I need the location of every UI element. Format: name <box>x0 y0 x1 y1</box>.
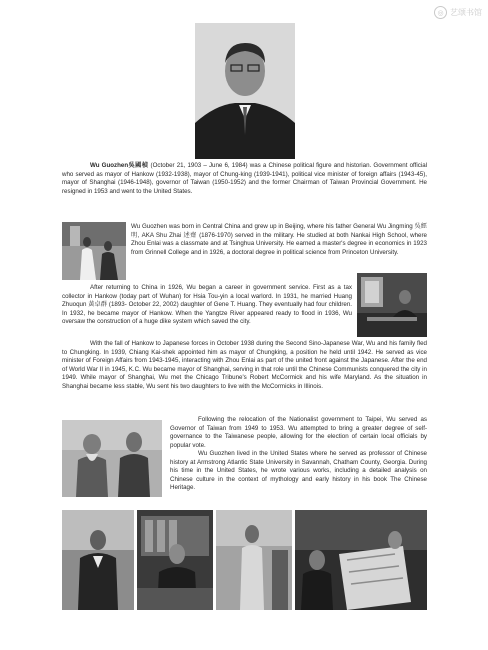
paragraph-united-states: Wu Guozhen lived in the United States where he served as professor of Chinese history at Armstrong Atlantic State University in Savannah, Chatham County, Georgia. During his time in the United States, he wrote various works, including a detailed analysis on Chinese culture in the context of mythology and early history in his book The Chinese Heritage. <box>170 450 427 492</box>
bottom-photo-2 <box>137 510 213 610</box>
paragraph-taiwan: Following the relocation of the Nationalist government to Taipei, Wu served as Governor of Taiwan from 1949 to 1953. Wu attempted to bring a greater degree of self-governance to the Taiwanese people, allowing for the election of certain local officials by popular vote. <box>170 416 427 449</box>
bottom-photo-1 <box>62 510 134 610</box>
paragraph-early-career: After returning to China in 1926, Wu began a career in government service. First as a tax collector in Hankow (today part of Wuhan) for Hsia Tou-yin a local warlord. In 1931, he married Huang Zhuoqun 黃卓群 (1893- October 22, 2002) daughter of Gene T. Huang. They eventually had four children. In 1932, he became mayor of Hankow. When the Yangtze River appeared ready to flood in 1936, Wu oversaw the construction of a huge dike system which saved the city. <box>62 284 352 326</box>
bottom-photo-4 <box>295 510 427 610</box>
paragraph-early-life: Wu Guozhen was born in Central China and grew up in Beijing, where his father General Wu Jingming 吳經明, AKA Shu Zhai 述齋 (1876-1970) served in the military. He studied at both Nankai High School, where Zhou Enlai was a classmate and at Tsinghua University. He earned a master's degree in economics in 1923 from Grinnell College and in 1926, a doctoral degree in political science from Princeton University. <box>131 223 427 256</box>
intro-text: (October 21, 1903 – June 6, 1984) was a Chinese political figure and historian. Government official who served as mayor of Hankow (1932-1938), mayor of Chung-king (1939-1941), political vice minister of foreign affairs (1943-45), mayor of Shanghai (1946-1948), governor of Taiwan (1950-1952) and the former Chairman of Taiwan Provincial Government. He resigned in 1953 and went to the United States. <box>62 162 428 195</box>
watermark-logo-icon: ◎ <box>434 6 447 19</box>
intro-paragraph <box>62 162 427 196</box>
family-photo <box>62 222 126 280</box>
two-men-photo <box>62 420 162 497</box>
intro-chinese-name: 吳國楨 <box>128 162 149 169</box>
watermark <box>434 6 482 19</box>
portrait-photo <box>195 23 295 159</box>
paragraph-war-years: With the fall of Hankow to Japanese forces in October 1938 during the Second Sino-Japanese War, Wu and his family fled to Chungking. In 1939, Chiang Kai-shek appointed him as mayor of Chungking, a position he held until 1942. He served as vice minister of Foreign Affairs from 1943-1945, interacting with Zhou Enlai as part of the united front against the Japanese. After the end of World War II in 1945, K.C. Wu became mayor of Shanghai, serving in that role until the Chinese Communists conquered the city in 1949. While mayor of Shanghai, Wu met the Chicago Tribune's Robert McCormick and his wife Maryland. As the situation in Shanghai became less stable, Wu sent his two daughters to live with the McCormicks in Illinois. <box>62 340 427 390</box>
office-photo <box>357 273 427 337</box>
intro-name: Wu Guozhen <box>90 162 129 169</box>
watermark-text: 艺颂书馆 <box>450 8 482 17</box>
bottom-photo-3 <box>216 510 292 610</box>
